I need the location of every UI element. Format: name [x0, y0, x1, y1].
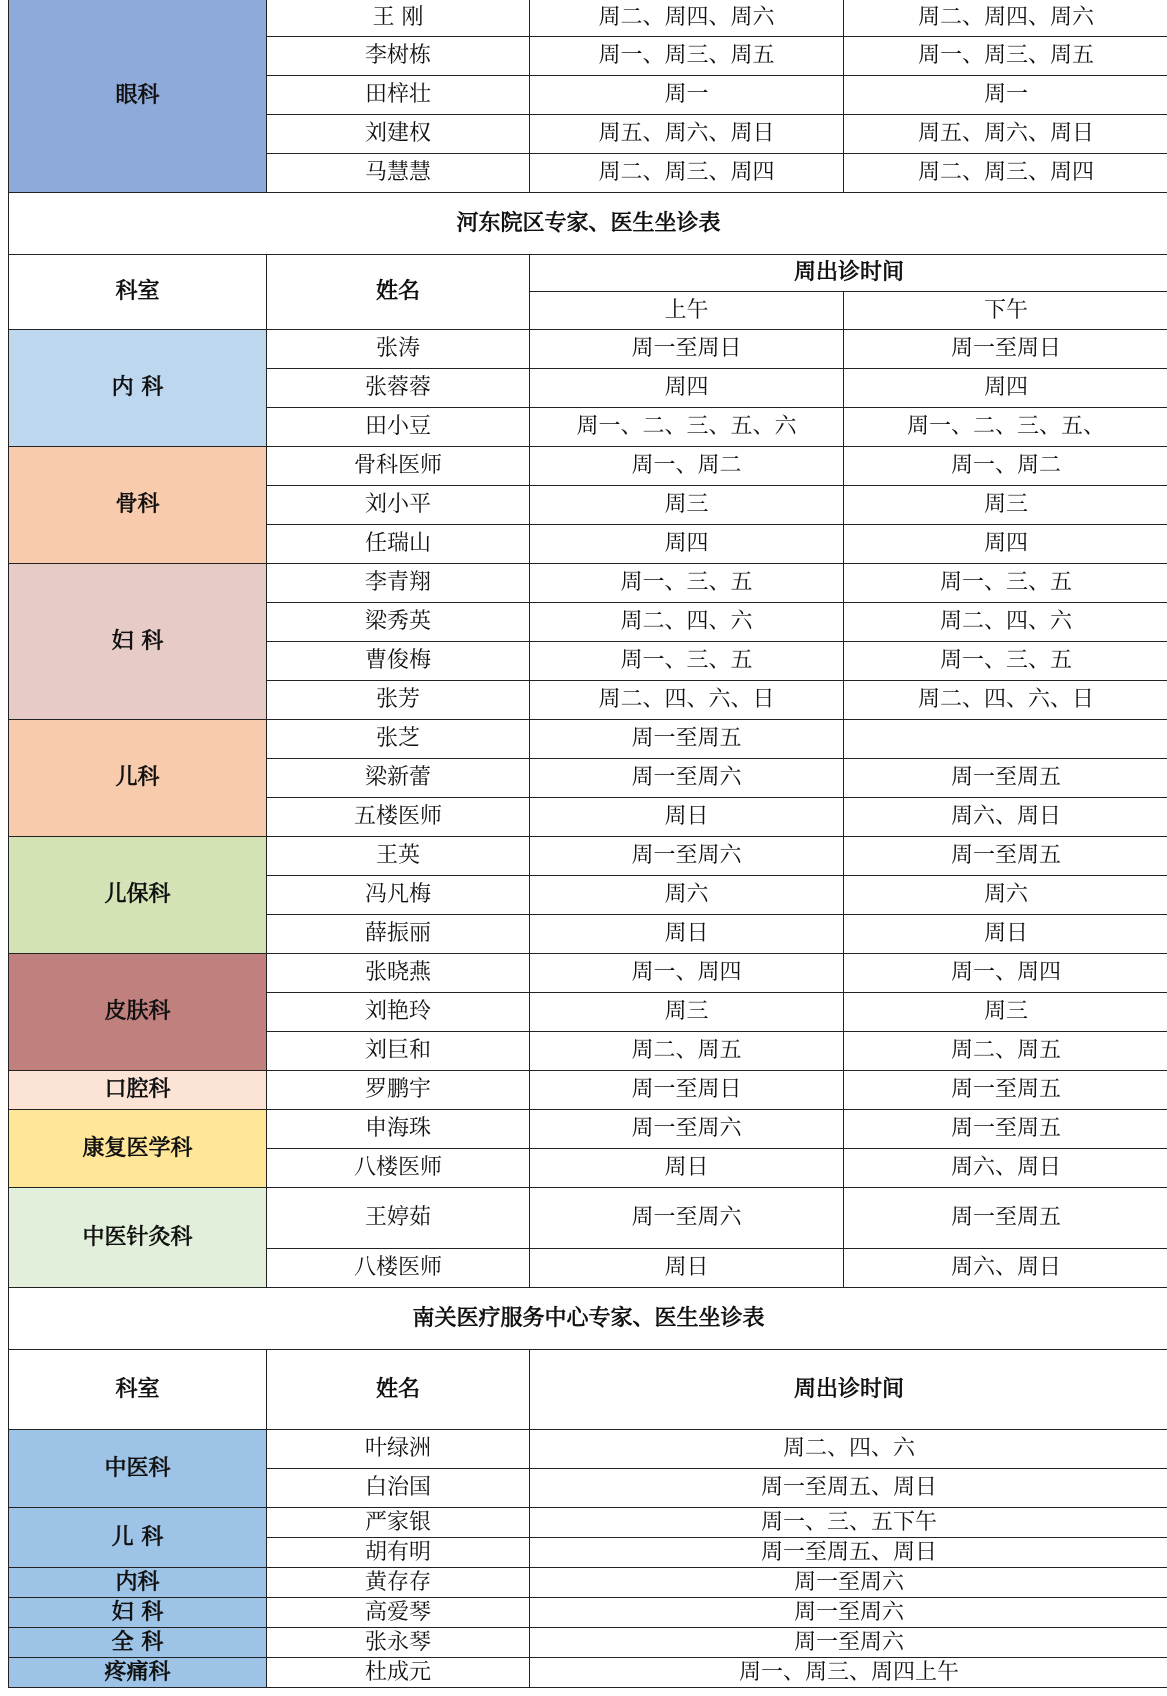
doctor-name: 刘艳玲: [267, 993, 530, 1032]
am-time: 周三: [530, 486, 844, 525]
pm-time: [844, 720, 1167, 759]
am-time: 周一、周四: [530, 954, 844, 993]
am-time: 周三: [530, 993, 844, 1032]
doctor-name: 梁秀英: [267, 603, 530, 642]
visit-time: 周一、三、五下午: [530, 1508, 1167, 1538]
dept-cell-erke: 儿科: [9, 720, 267, 837]
table-row: [9, 837, 1167, 876]
doctor-name: 张芝: [267, 720, 530, 759]
doctor-name: 罗鹏宇: [267, 1071, 530, 1110]
pm-time: 周二、周五: [844, 1032, 1167, 1071]
header-row: [9, 255, 1167, 292]
table-row: [9, 1628, 1167, 1658]
table-row: [9, 1188, 1167, 1249]
table-row: [9, 0, 1167, 37]
pm-time: 周一至周五: [844, 1110, 1167, 1149]
doctor-name: 杜成元: [267, 1658, 530, 1688]
dept-cell-kangfu: 康复医学科: [9, 1110, 267, 1188]
dept-cell-erbao: 儿保科: [9, 837, 267, 954]
doctor-name: 梁新蕾: [267, 759, 530, 798]
am-time: 周日: [530, 1249, 844, 1288]
table-row: [9, 564, 1167, 603]
doctor-name: 曹俊梅: [267, 642, 530, 681]
table-row: [9, 330, 1167, 369]
am-time: 周一、三、五: [530, 642, 844, 681]
am-time: 周二、周三、周四: [530, 154, 844, 193]
pm-time: 周二、四、六、日: [844, 681, 1167, 720]
doctor-name: 白治国: [267, 1469, 530, 1508]
table-row: [9, 1658, 1167, 1688]
pm-time: 周一至周日: [844, 330, 1167, 369]
dept-cell-kouqiang: 口腔科: [9, 1071, 267, 1110]
doctor-name: 黄存存: [267, 1568, 530, 1598]
visit-time: 周一至周五、周日: [530, 1469, 1167, 1508]
doctor-name: 申海珠: [267, 1110, 530, 1149]
pm-time: 周日: [844, 915, 1167, 954]
header-time: 周出诊时间: [530, 255, 1167, 292]
am-time: 周二、周四、周六: [530, 0, 844, 37]
visit-time: 周一至周五、周日: [530, 1538, 1167, 1568]
pm-time: 周一至周五: [844, 759, 1167, 798]
doctor-name: 张蓉蓉: [267, 369, 530, 408]
visit-time: 周一至周六: [530, 1628, 1167, 1658]
pm-time: 周六: [844, 876, 1167, 915]
table-row: [9, 954, 1167, 993]
table-row: [9, 1598, 1167, 1628]
doctor-name: 王英: [267, 837, 530, 876]
am-time: 周一至周六: [530, 1110, 844, 1149]
pm-time: 周六、周日: [844, 798, 1167, 837]
hedong-title: 河东院区专家、医生坐诊表: [9, 193, 1167, 255]
doctor-name: 严家银: [267, 1508, 530, 1538]
schedule-table: [8, 0, 1167, 1688]
pm-time: 周一: [844, 76, 1167, 115]
am-time: 周一: [530, 76, 844, 115]
pm-time: 周一、三、五: [844, 564, 1167, 603]
am-time: 周一至周日: [530, 330, 844, 369]
pm-time: 周一、周二: [844, 447, 1167, 486]
doctor-name: 李树栋: [267, 37, 530, 76]
pm-time: 周一、二、三、五、: [844, 408, 1167, 447]
am-time: 周四: [530, 369, 844, 408]
dept-cell-eye: 眼科: [9, 0, 267, 193]
pm-time: 周四: [844, 369, 1167, 408]
doctor-name: 田梓壮: [267, 76, 530, 115]
header-am: 上午: [530, 292, 844, 330]
am-time: 周日: [530, 915, 844, 954]
pm-time: 周一至周五: [844, 837, 1167, 876]
doctor-name: 李青翔: [267, 564, 530, 603]
doctor-name: 张晓燕: [267, 954, 530, 993]
pm-time: 周一、三、五: [844, 642, 1167, 681]
doctor-name: 田小豆: [267, 408, 530, 447]
header-dept: 科室: [9, 1350, 267, 1430]
doctor-name: 高爱琴: [267, 1598, 530, 1628]
dept-cell-pifu: 皮肤科: [9, 954, 267, 1071]
doctor-name: 叶绿洲: [267, 1430, 530, 1469]
header-name: 姓名: [267, 255, 530, 330]
doctor-name: 张芳: [267, 681, 530, 720]
am-time: 周一至周六: [530, 1188, 844, 1249]
am-time: 周四: [530, 525, 844, 564]
am-time: 周六: [530, 876, 844, 915]
am-time: 周一、周三、周五: [530, 37, 844, 76]
am-time: 周一至周五: [530, 720, 844, 759]
doctor-name: 五楼医师: [267, 798, 530, 837]
pm-time: 周三: [844, 993, 1167, 1032]
pm-time: 周六、周日: [844, 1149, 1167, 1188]
doctor-name: 张永琴: [267, 1628, 530, 1658]
am-time: 周一、二、三、五、六: [530, 408, 844, 447]
am-time: 周一至周六: [530, 759, 844, 798]
pm-time: 周六、周日: [844, 1249, 1167, 1288]
header-row: [9, 1350, 1167, 1430]
doctor-name: 任瑞山: [267, 525, 530, 564]
doctor-name: 刘巨和: [267, 1032, 530, 1071]
pm-time: 周一、周三、周五: [844, 37, 1167, 76]
doctor-name: 薛振丽: [267, 915, 530, 954]
am-time: 周日: [530, 1149, 844, 1188]
dept-cell-tengtong: 疼痛科: [9, 1658, 267, 1688]
nanguan-title: 南关医疗服务中心专家、医生坐诊表: [9, 1288, 1167, 1350]
am-time: 周一至周六: [530, 837, 844, 876]
table-row: [9, 1508, 1167, 1538]
section-title-row: [9, 1288, 1167, 1350]
am-time: 周日: [530, 798, 844, 837]
am-time: 周二、周五: [530, 1032, 844, 1071]
doctor-name: 八楼医师: [267, 1149, 530, 1188]
pm-time: 周二、四、六: [844, 603, 1167, 642]
am-time: 周二、四、六: [530, 603, 844, 642]
dept-cell-neike: 内 科: [9, 330, 267, 447]
doctor-name: 胡有明: [267, 1538, 530, 1568]
pm-time: 周三: [844, 486, 1167, 525]
table-row: [9, 720, 1167, 759]
dept-cell-zhongyi: 中医科: [9, 1430, 267, 1508]
pm-time: 周二、周四、周六: [844, 0, 1167, 37]
am-time: 周五、周六、周日: [530, 115, 844, 154]
header-name: 姓名: [267, 1350, 530, 1430]
pm-time: 周一至周五: [844, 1188, 1167, 1249]
am-time: 周一、三、五: [530, 564, 844, 603]
doctor-name: 王婷茹: [267, 1188, 530, 1249]
dept-cell-fuke: 妇 科: [9, 564, 267, 720]
header-dept: 科室: [9, 255, 267, 330]
doctor-name: 骨科医师: [267, 447, 530, 486]
table-row: [9, 1110, 1167, 1149]
table-row: [9, 447, 1167, 486]
doctor-name: 马慧慧: [267, 154, 530, 193]
dept-cell-quanke: 全 科: [9, 1628, 267, 1658]
pm-time: 周一、周四: [844, 954, 1167, 993]
dept-cell-fuke-nanguan: 妇 科: [9, 1598, 267, 1628]
section-title-row: [9, 193, 1167, 255]
table-row: [9, 1071, 1167, 1110]
pm-time: 周四: [844, 525, 1167, 564]
doctor-name: 刘小平: [267, 486, 530, 525]
visit-time: 周二、四、六: [530, 1430, 1167, 1469]
doctor-name: 冯凡梅: [267, 876, 530, 915]
dept-cell-neike-nanguan: 内科: [9, 1568, 267, 1598]
dept-cell-erke-nanguan: 儿 科: [9, 1508, 267, 1568]
dept-cell-zhenjiu: 中医针灸科: [9, 1188, 267, 1288]
pm-time: 周二、周三、周四: [844, 154, 1167, 193]
table-row: [9, 1430, 1167, 1469]
dept-cell-guke: 骨科: [9, 447, 267, 564]
visit-time: 周一至周六: [530, 1568, 1167, 1598]
visit-time: 周一、周三、周四上午: [530, 1658, 1167, 1688]
table-row: [9, 1568, 1167, 1598]
pm-time: 周一至周五: [844, 1071, 1167, 1110]
doctor-name: 八楼医师: [267, 1249, 530, 1288]
header-pm: 下午: [844, 292, 1167, 330]
am-time: 周二、四、六、日: [530, 681, 844, 720]
doctor-name: 张涛: [267, 330, 530, 369]
am-time: 周一、周二: [530, 447, 844, 486]
pm-time: 周五、周六、周日: [844, 115, 1167, 154]
header-time: 周出诊时间: [530, 1350, 1167, 1430]
visit-time: 周一至周六: [530, 1598, 1167, 1628]
doctor-name: 王 刚: [267, 0, 530, 37]
am-time: 周一至周日: [530, 1071, 844, 1110]
doctor-name: 刘建权: [267, 115, 530, 154]
